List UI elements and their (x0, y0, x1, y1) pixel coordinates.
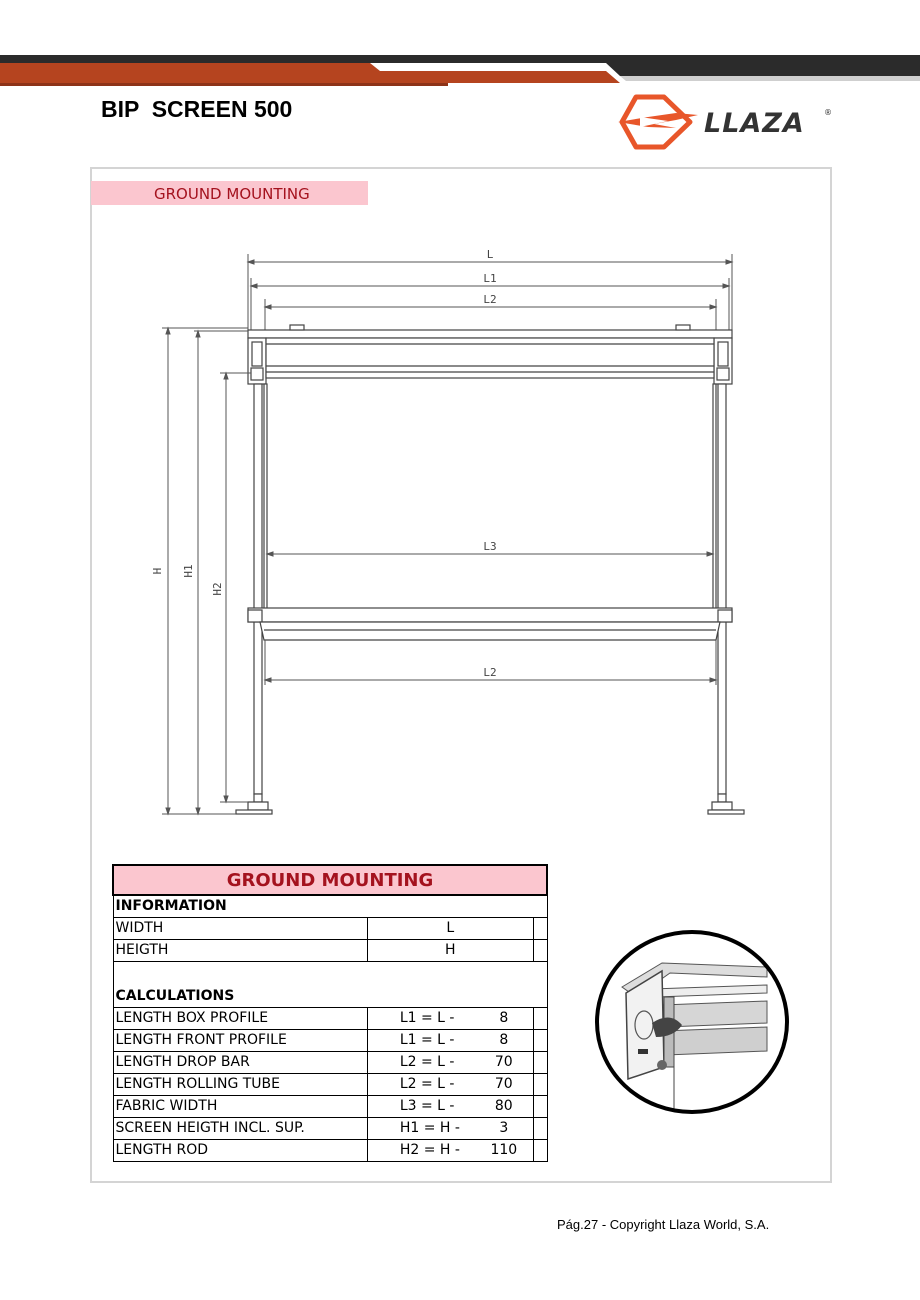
row-formula: L1 = L - (399, 1010, 455, 1026)
header-band (0, 55, 920, 89)
table-row (113, 1051, 547, 1073)
row-formula: L2 = L - (399, 1054, 455, 1070)
table-row (113, 917, 547, 939)
information-label: INFORMATION (113, 895, 547, 917)
table-row (113, 1117, 547, 1139)
row-value: 70 (494, 1054, 513, 1070)
row-formula: H1 = H - (399, 1120, 460, 1136)
row-value: 3 (499, 1120, 509, 1136)
dim-label-l2-bottom: L2 (483, 666, 497, 679)
dim-label-h1: H1 (182, 564, 195, 578)
page-footer: Pág.27 - Copyright Llaza World, S.A. (557, 1217, 770, 1232)
row-value: H (367, 939, 533, 961)
technical-drawing (140, 240, 760, 830)
row-formula: L1 = L - (399, 1032, 455, 1048)
table-title: GROUND MOUNTING (113, 865, 547, 895)
dim-label-l1: L1 (483, 272, 497, 285)
row-label: WIDTH (113, 917, 367, 939)
row-value: 110 (490, 1142, 518, 1158)
detail-view-image (592, 927, 792, 1117)
registered-mark: ® (824, 108, 832, 117)
row-value: 8 (499, 1032, 509, 1048)
dim-label-l2-top: L2 (483, 293, 497, 306)
row-label: LENGTH FRONT PROFILE (113, 1029, 367, 1051)
row-label: LENGTH BOX PROFILE (113, 1007, 367, 1029)
table-row (113, 1029, 547, 1051)
calculations-label: CALCULATIONS (113, 985, 547, 1007)
row-label: HEIGTH (113, 939, 367, 961)
row-formula: L3 = L - (399, 1098, 455, 1114)
row-value: 70 (494, 1076, 513, 1092)
dim-label-l: L (486, 248, 494, 261)
table-row (113, 1073, 547, 1095)
row-label: LENGTH DROP BAR (113, 1051, 367, 1073)
table-row (113, 1007, 547, 1029)
row-label: FABRIC WIDTH (113, 1095, 367, 1117)
row-label: LENGTH ROD (113, 1139, 367, 1161)
row-formula: L2 = L - (399, 1076, 455, 1092)
llaza-logo (618, 93, 833, 151)
brand-wordmark: LLAZA (704, 108, 805, 139)
row-value: L (367, 917, 533, 939)
table-row (113, 1139, 547, 1161)
document-title: BIP SCREEN 500 (101, 96, 293, 122)
row-value: 8 (499, 1010, 509, 1026)
table-row (113, 1095, 547, 1117)
section-tag: GROUND MOUNTING (91, 181, 368, 205)
row-value: 80 (494, 1098, 513, 1114)
table-row (113, 939, 547, 961)
dim-label-h2: H2 (211, 582, 224, 596)
row-label: LENGTH ROLLING TUBE (113, 1073, 367, 1095)
row-formula: H2 = H - (399, 1142, 460, 1158)
dim-label-l3: L3 (483, 540, 497, 553)
dim-label-h: H (151, 567, 164, 575)
calculation-table (112, 864, 548, 1162)
row-label: SCREEN HEIGTH INCL. SUP. (113, 1117, 367, 1139)
